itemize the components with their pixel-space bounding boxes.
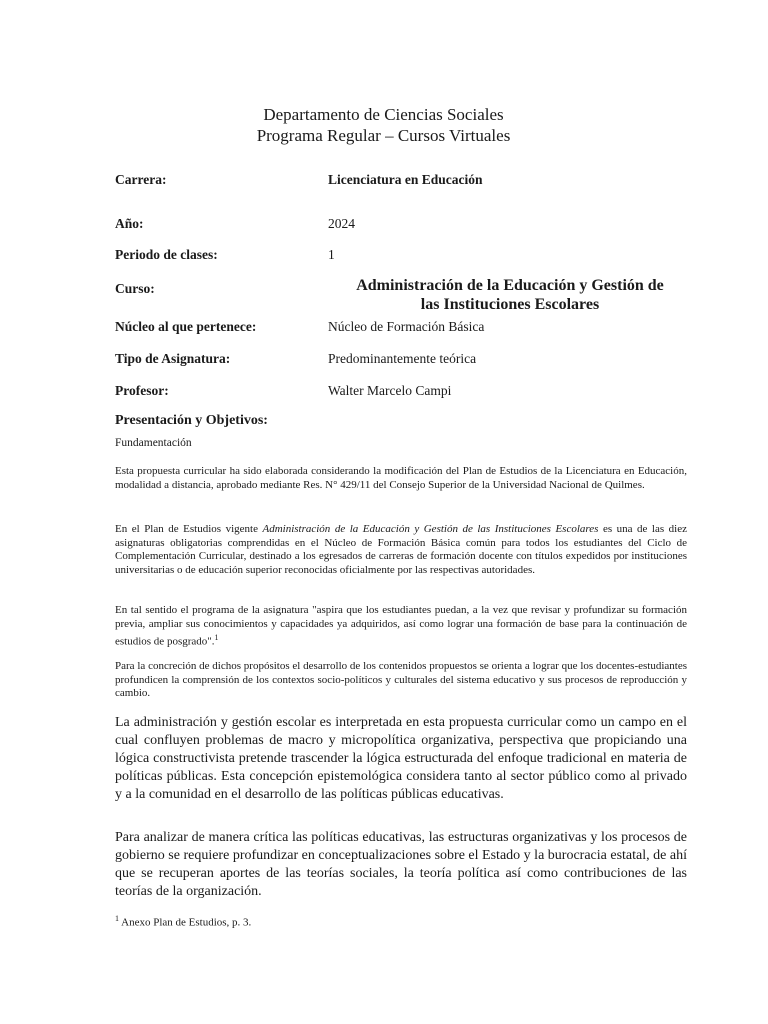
paragraph: Esta propuesta curricular ha sido elaborada considerando la modificación del Plan de Estudios de la Licenciatura en Educación, modalidad a distancia, aprobado mediante Res. N° 429/11 del Consejo Superior de la Universidad Nacional de Quilmes. — [115, 465, 687, 491]
footnote-reference[interactable]: 1 — [214, 633, 219, 642]
course-title-line: Administración de la Educación y Gestión de — [356, 277, 664, 294]
field-value: Predominantemente teórica — [328, 351, 477, 366]
field-value: 1 — [328, 247, 335, 262]
field-value: Núcleo de Formación Básica — [328, 319, 485, 334]
paragraph-text: En el Plan de Estudios vigente — [115, 523, 263, 535]
paragraph-text: En tal sentido el programa de la asignatura "aspira que los estudiantes puedan, a la vez que revisar y profundizar su formación previa, ampliar sus conocimientos y capacidades ya adquiridos, así como lograr una formación de base para la continuación de estudios de posgrado". — [115, 604, 687, 648]
paragraph: La administración y gestión escolar es interpretada en esta propuesta curricular como un campo en el cual confluyen problemas de macro y micropolítica organizativa, perspectiva que propiciando una lógica constructivista pretende trascender la lógica estructurada del enfoque tradicional en materia de políticas públicas. Esta concepción epistemológica considera tanto al sector público como al privado y a la comunidad en el desarrollo de las políticas públicas educativas. — [115, 715, 687, 802]
field-value: 2024 — [328, 216, 355, 231]
field-label: Curso: — [115, 281, 155, 296]
footnote-mark: 1 — [115, 914, 119, 923]
field-label: Carrera: — [115, 172, 167, 187]
footnote-text: Anexo Plan de Estudios, p. 3. — [119, 916, 252, 929]
field-label: Núcleo al que pertenece: — [115, 319, 257, 334]
paragraph — [115, 604, 687, 649]
field-label: Tipo de Asignatura: — [115, 351, 231, 366]
program-title: Programa Regular – Cursos Virtuales — [256, 126, 511, 145]
subheading: Fundamentación — [115, 437, 192, 449]
department-title: Departamento de Ciencias Sociales — [263, 105, 504, 124]
footnote — [115, 914, 251, 929]
field-value: Licenciatura en Educación — [328, 172, 483, 187]
field-label: Profesor: — [115, 383, 169, 398]
paragraph-text: es una de las diez asignaturas obligatorias comprendidas en el Núcleo de Formación Básica común para todos los estudiantes del Ciclo de Complementación Curricular, destinado a los egresados de carreras de formación docente con títulos expedidos por instituciones universitarias o de educación superior reconocidas oficialmente por las respectivas autoridades. — [115, 523, 687, 576]
paragraph: Para analizar de manera crítica las políticas educativas, las estructuras organizativas y los procesos de gobierno se requiere profundizar en conceptualizaciones sobre el Estado y la burocracia estatal, de ahí que se recuperan aportes de las teorías sociales, la teoría política así como contribuciones de las teorías de la organización. — [115, 830, 687, 899]
field-label: Año: — [115, 216, 144, 231]
section-heading: Presentación y Objetivos: — [115, 413, 268, 428]
paragraph — [115, 523, 687, 577]
document-header — [0, 104, 768, 146]
course-name-italic: Administración de la Educación y Gestión de las Instituciones Escolares — [262, 523, 599, 535]
paragraph: Para la concreción de dichos propósitos el desarrollo de los contenidos propuestos se orienta a lograr que los docentes-estudiantes profundicen la comprensión de los contextos socio-políticos y culturales del sistema educativo y sus procesos de reproducción y cambio. — [115, 660, 687, 699]
field-label: Periodo de clases: — [115, 247, 218, 262]
course-title — [325, 276, 695, 314]
field-value: Walter Marcelo Campi — [328, 383, 452, 398]
course-title-line: las Instituciones Escolares — [420, 296, 600, 313]
